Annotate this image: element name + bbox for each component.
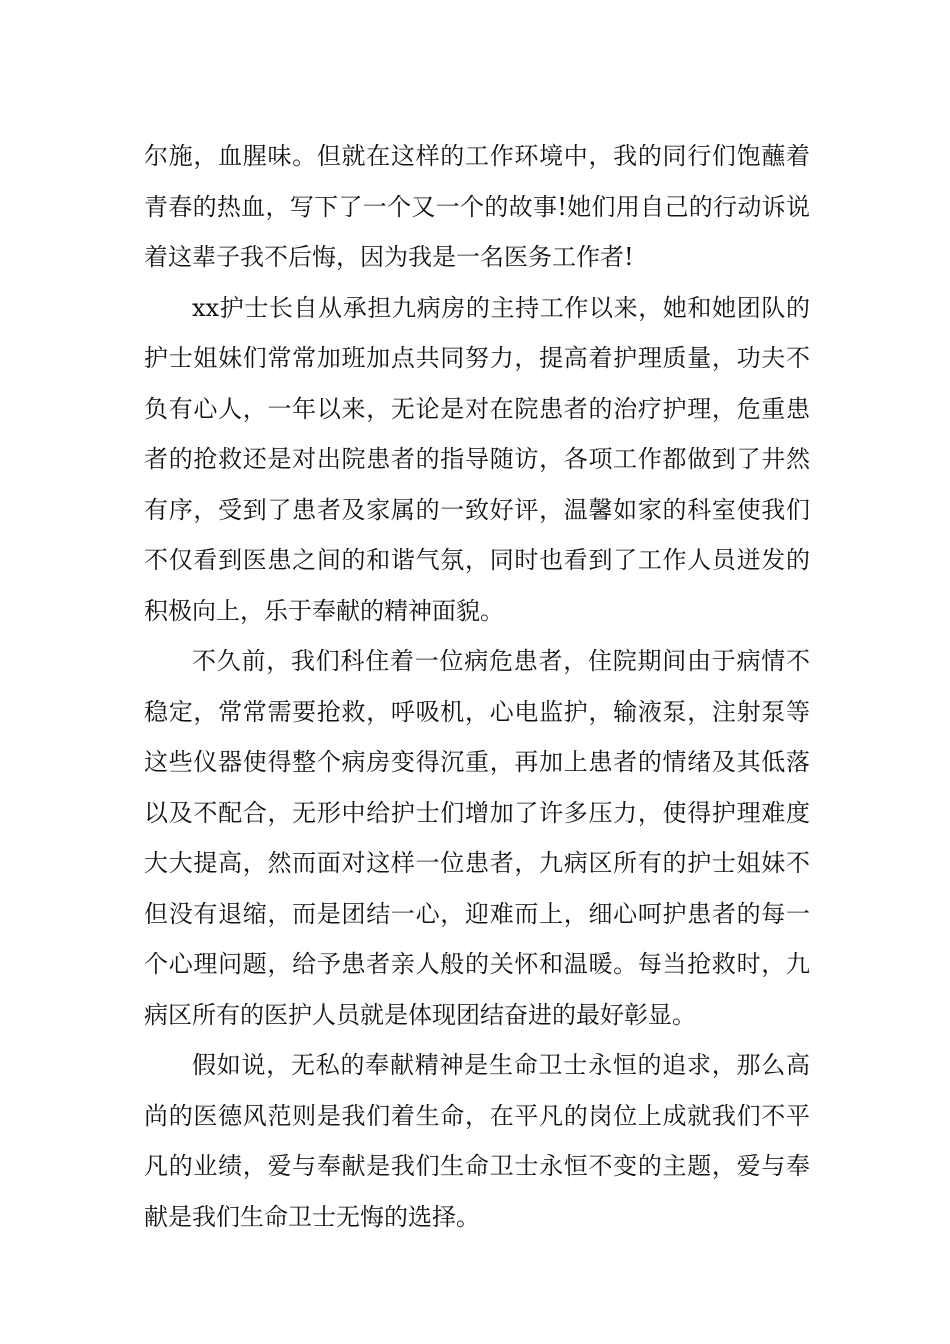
paragraph-4: 假如说，无私的奉献精神是生命卫士永恒的追求，那么高尚的医德风范则是我们着生命，在平凡的岗位上成就我们不平凡的业绩，爱与奉献是我们生命卫士永恒不变的主题，爱与奉献是我们生命卫士无悔的选择。 [144, 1051, 810, 1231]
paragraph-3: 不久前，我们科住着一位病危患者，住院期间由于病情不稳定，常常需要抢救，呼吸机，心电监护，输液泵，注射泵等这些仪器使得整个病房变得沉重，再加上患者的情绪及其低落以及不配合，无形中给护士们增加了许多压力，使得护理难度大大提高，然而面对这样一位患者，九病区所有的护士姐妹不但没有退缩，而是团结一心，迎难而上，细心呵护患者的每一个心理问题，给予患者亲人般的关怀和温暖。每当抢救时，九病区所有的医护人员就是体现团结奋进的最好彰显。 [144, 647, 810, 1029]
document-body [144, 131, 810, 1242]
paragraph-2: xx护士长自从承担九病房的主持工作以来，她和她团队的护士姐妹们常常加班加点共同努力，提高着护理质量，功夫不负有心人，一年以来，无论是对在院患者的治疗护理，危重患者的抢救还是对出院患者的指导随访，各项工作都做到了井然有序，受到了患者及家属的一致好评，温馨如家的科室使我们不仅看到医患之间的和谐气氛，同时也看到了工作人员迸发的积极向上，乐于奉献的精神面貌。 [144, 293, 810, 625]
paragraph-1: 尔施，血腥味。但就在这样的工作环境中，我的同行们饱蘸着青春的热血，写下了一个又一个的故事!她们用自己的行动诉说着这辈子我不后悔，因为我是一名医务工作者! [144, 142, 810, 271]
